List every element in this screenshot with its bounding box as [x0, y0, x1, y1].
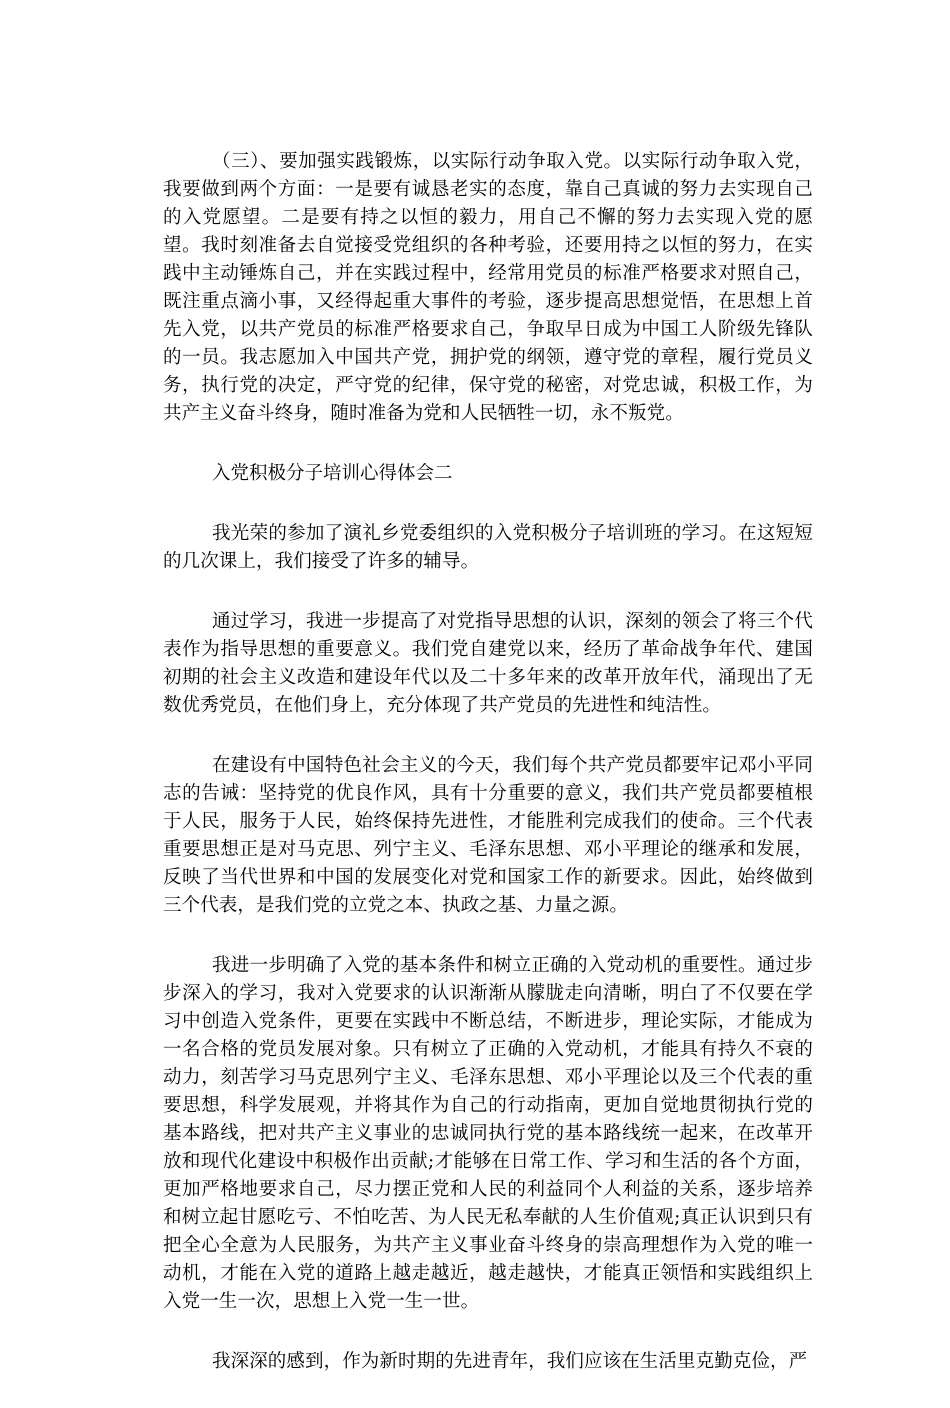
document-body: [163, 148, 813, 1408]
section-heading: 入党积极分子培训心得体会二: [212, 463, 453, 484]
paragraph-socialism: 在建设有中国特色社会主义的今天，我们每个共产党员都要牢记邓小平同志的告诫：坚持党的优良作风，具有十分重要的意义，我们共产党员都要植根于人民，服务于人民，始终保持先进性，才能胜利完成我们的使命。三个代表重要思想正是对马克思、列宁主义、毛泽东思想、邓小平理论的继承和发展，反映了当代世界和中国的发展变化对党和国家工作的新要求。因此，始终做到三个代表，是我们党的立党之本、执政之基、力量之源。: [163, 755, 813, 916]
paragraph-intro: 我光荣的参加了演礼乡党委组织的入党积极分子培训班的学习。在这短短的几次课上，我们接受了许多的辅导。: [163, 523, 813, 572]
paragraph-closing: 我深深的感到，作为新时期的先进青年，我们应该在生活里克勤克俭，严: [212, 1351, 808, 1372]
paragraph-practice: （三）、要加强实践锻炼，以实际行动争取入党。以实际行动争取入党，我要做到两个方面：一是要有诚恳老实的态度，靠自己真诚的努力去实现自己的入党愿望。二是要有持之以恒的毅力，用自己不懈的努力去实现入党的愿望。我时刻准备去自觉接受党组织的各种考验，还要用持之以恒的努力，在实践中主动锤炼自己，并在实践过程中，经常用党员的标准严格要求对照自己，既注重点滴小事，又经得起重大事件的考验，逐步提高思想觉悟，在思想上首先入党，以共产党员的标准严格要求自己，争取早日成为中国工人阶级先锋队的一员。我志愿加入中国共产党，拥护党的纲领，遵守党的章程，履行党员义务，执行党的决定，严守党的纪律，保守党的秘密，对党忠诚，积极工作，为共产主义奋斗终身，随时准备为党和人民牺牲一切，永不叛党。: [163, 151, 813, 424]
paragraph-motivation: 我进一步明确了入党的基本条件和树立正确的入党动机的重要性。通过步步深入的学习，我对入党要求的认识渐渐从朦胧走向清晰，明白了不仅要在学习中创造入党条件，更要在实践中不断总结，不断进步，理论实际，才能成为一名合格的党员发展对象。只有树立了正确的入党动机，才能具有持久不衰的动力，刻苦学习马克思列宁主义、毛泽东思想、邓小平理论以及三个代表的重要思想，科学发展观，并将其作为自己的行动指南，更加自觉地贯彻执行党的基本路线，把对共产主义事业的忠诚同执行党的基本路线统一起来，在改革开放和现代化建设中积极作出贡献;才能够在日常工作、学习和生活的各个方面，更加严格地要求自己，尽力摆正党和人民的利益同个人利益的关系，逐步培养和树立起甘愿吃亏、不怕吃苦、为人民无私奉献的人生价值观;真正认识到只有把全心全意为人民服务，为共产主义事业奋斗终身的崇高理想作为入党的唯一动机，才能在入党的道路上越走越近，越走越快，才能真正领悟和实践组织上入党一生一次，思想上入党一生一世。: [163, 955, 813, 1312]
paragraph-guiding-thought: 通过学习，我进一步提高了对党指导思想的认识，深刻的领会了将三个代表作为指导思想的重要意义。我们党自建党以来，经历了革命战争年代、建国初期的社会主义改造和建设年代以及二十多年来的改革开放年代，涌现出了无数优秀党员，在他们身上，充分体现了共产党员的先进性和纯洁性。: [163, 611, 813, 716]
